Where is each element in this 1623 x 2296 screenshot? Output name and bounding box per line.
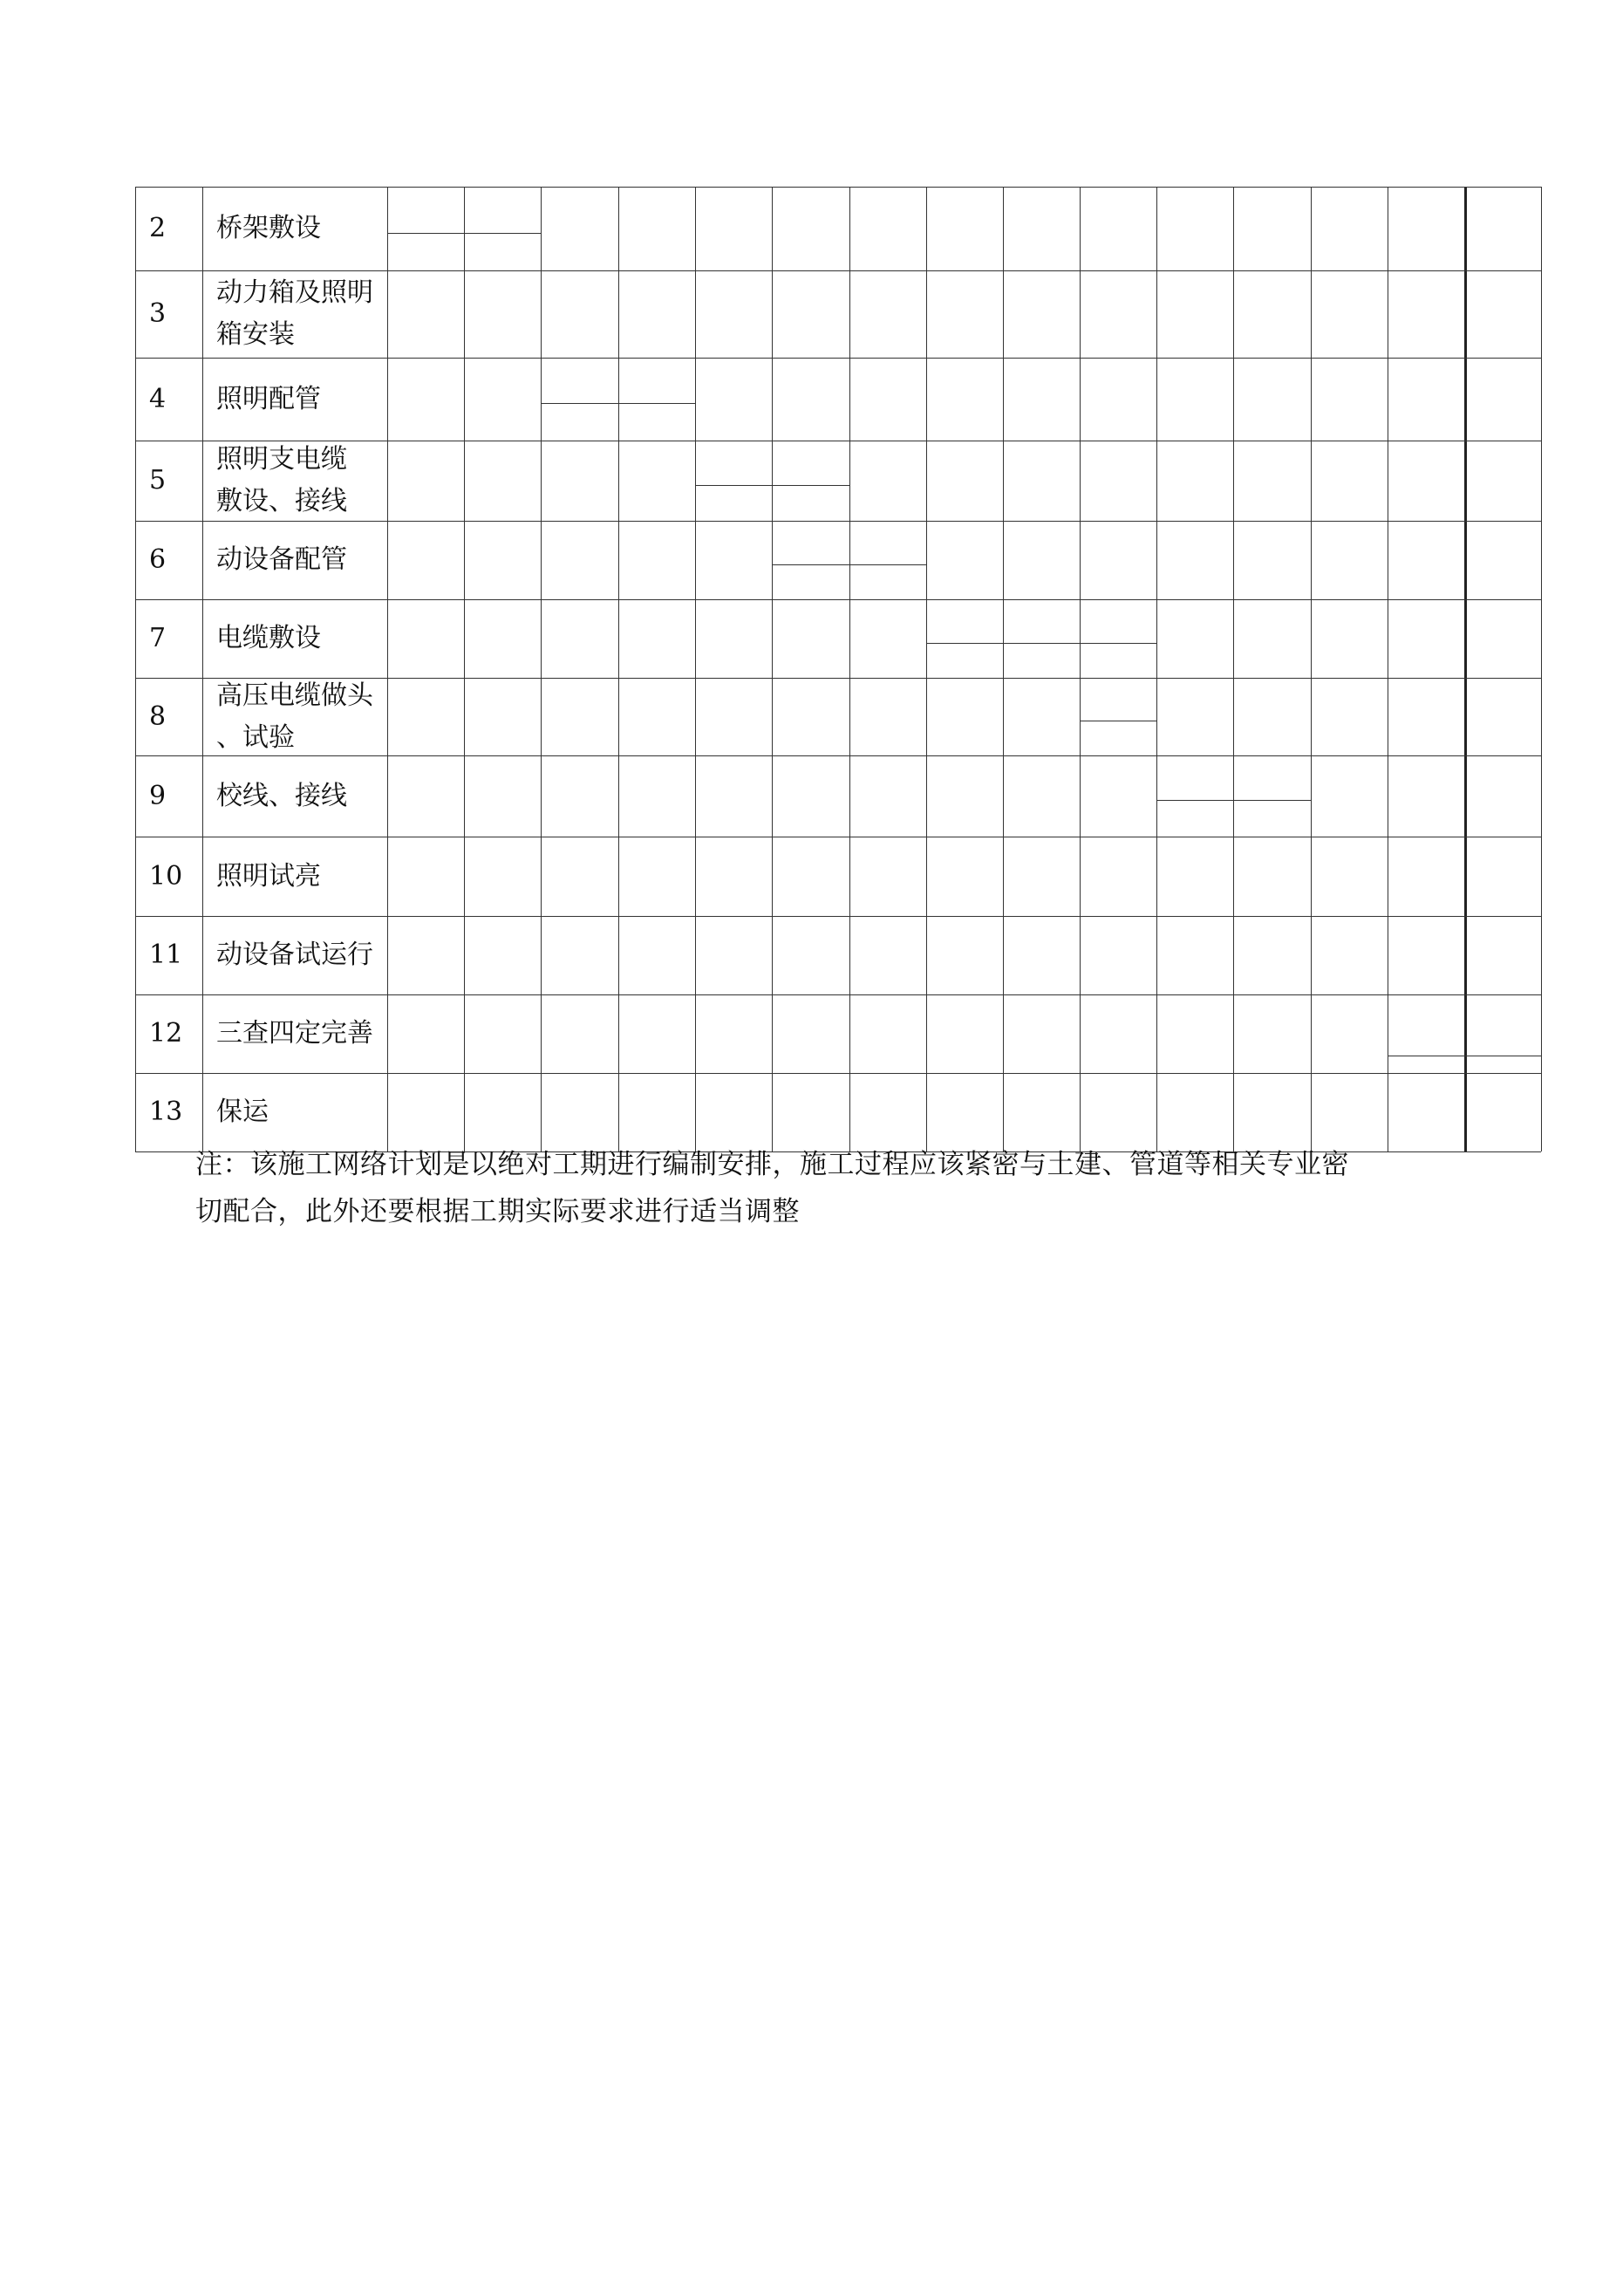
schedule-bar xyxy=(1003,643,1080,644)
task-name xyxy=(216,1011,391,1056)
table-horizontal-line xyxy=(135,270,1541,271)
table-vertical-line xyxy=(202,187,203,1151)
schedule-bar xyxy=(926,643,1003,644)
table-vertical-line xyxy=(1464,187,1467,1151)
table-vertical-line xyxy=(541,187,542,1151)
task-name-line: 电缆敷设 xyxy=(216,623,321,653)
schedule-bar xyxy=(618,403,695,404)
table-horizontal-line xyxy=(135,187,1541,188)
schedule-bar xyxy=(695,485,772,486)
table-horizontal-line xyxy=(135,599,1541,600)
table-horizontal-line xyxy=(135,994,1541,995)
table-vertical-line xyxy=(464,187,465,1151)
task-name-line: 动设备配管 xyxy=(216,544,347,575)
task-name-line: 高压电缆做头 xyxy=(216,680,373,711)
task-name xyxy=(216,1090,391,1135)
table-horizontal-line xyxy=(135,358,1541,359)
row-number: 8 xyxy=(149,700,167,732)
table-horizontal-line xyxy=(135,916,1541,917)
row-number: 11 xyxy=(149,940,183,970)
table-vertical-line xyxy=(1156,187,1157,1151)
row-number: 6 xyxy=(149,544,167,575)
schedule-bar xyxy=(1233,800,1311,801)
row-number: 5 xyxy=(149,465,167,495)
table-vertical-line xyxy=(1311,187,1312,1151)
task-name-line: 、试验 xyxy=(216,721,295,753)
schedule-bar xyxy=(772,564,849,565)
table-vertical-line xyxy=(926,187,927,1151)
table-vertical-line xyxy=(618,187,619,1151)
table-vertical-line xyxy=(772,187,773,1151)
task-name-line: 照明支电缆 xyxy=(216,444,347,475)
row-number: 7 xyxy=(149,623,167,653)
table-vertical-line xyxy=(1233,187,1234,1151)
table-vertical-line xyxy=(1003,187,1004,1151)
task-name xyxy=(216,206,391,251)
task-name xyxy=(216,439,391,523)
task-name-line: 动设备试运行 xyxy=(216,940,373,970)
task-name xyxy=(216,854,391,899)
note-line-1: 注：该施工网络计划是以绝对工期进行编制安排，施工过程应该紧密与土建、管道等相关专业密 xyxy=(195,1149,1349,1180)
schedule-bar xyxy=(464,233,541,234)
task-name-line: 照明试亮 xyxy=(216,860,321,892)
task-name-line: 动力箱及照明 xyxy=(216,277,373,308)
note-line-2: 切配合，此外还要根据工期实际要求进行适当调整 xyxy=(195,1196,800,1227)
table-vertical-line xyxy=(135,187,136,1151)
task-name xyxy=(216,377,391,422)
table-vertical-line xyxy=(1541,187,1542,1151)
schedule-bar xyxy=(541,403,618,404)
task-name-line: 桥架敷设 xyxy=(216,213,321,243)
task-name-line: 照明配管 xyxy=(216,383,321,414)
task-name-line: 箱安装 xyxy=(216,319,295,350)
task-name-line: 敷设、接线 xyxy=(216,486,347,516)
task-name xyxy=(216,537,391,583)
schedule-bar xyxy=(387,233,464,234)
row-number: 2 xyxy=(149,213,167,243)
row-number: 13 xyxy=(149,1097,183,1127)
row-number: 12 xyxy=(149,1018,183,1049)
row-number: 4 xyxy=(149,383,167,414)
table-vertical-line xyxy=(1080,187,1081,1151)
table-vertical-line xyxy=(695,187,696,1151)
row-number: 10 xyxy=(149,860,183,892)
task-name-line: 三查四定完善 xyxy=(216,1018,373,1049)
task-name xyxy=(216,774,391,819)
task-name xyxy=(216,272,391,356)
row-number: 3 xyxy=(149,298,167,329)
schedule-bar xyxy=(1156,800,1233,801)
task-name xyxy=(216,675,391,759)
task-name xyxy=(216,933,391,978)
schedule-bar xyxy=(1080,643,1156,644)
task-name-line: 保运 xyxy=(216,1097,269,1127)
schedule-bar xyxy=(849,564,926,565)
task-name xyxy=(216,616,391,661)
table-horizontal-line xyxy=(135,1073,1541,1074)
task-name-line: 校线、接线 xyxy=(216,780,347,811)
schedule-bar xyxy=(772,485,849,486)
table-vertical-line xyxy=(849,187,850,1151)
row-number: 9 xyxy=(149,780,167,811)
